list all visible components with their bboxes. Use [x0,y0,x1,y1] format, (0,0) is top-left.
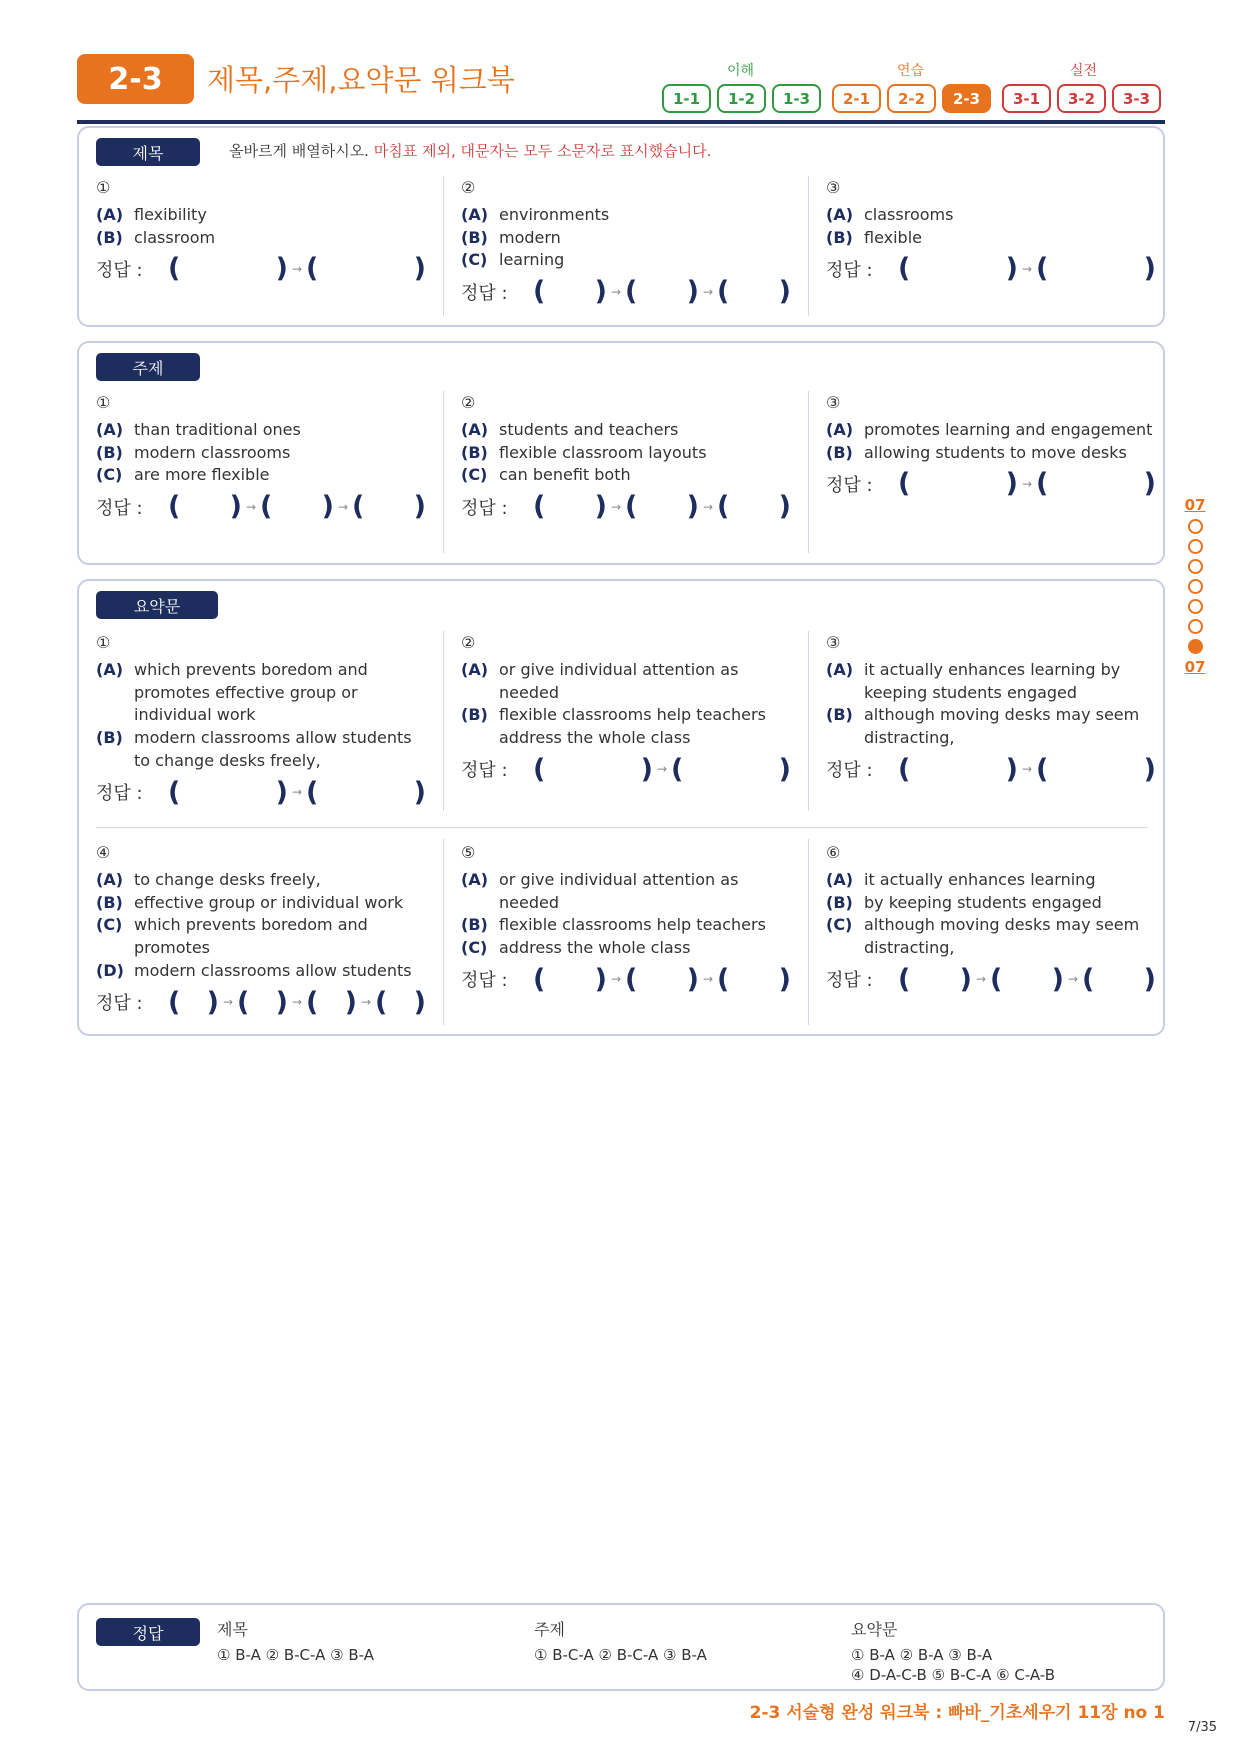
answer-key [77,1603,1165,1691]
answer-label: 정답 : [96,497,143,519]
progress-dot-icon[interactable] [1188,619,1203,634]
list-item: (A) to change desks freely, [96,870,321,889]
list-item: (B) flexible [826,227,922,247]
list-item: (C) which prevents boredom and promotes [96,915,368,958]
answer-line [96,253,426,285]
question-number: ① [96,393,111,412]
list-item: (B) flexible classrooms help teachers address the whole class [461,705,766,748]
answer-blanks[interactable]: ( ) → ( ) → ( ) [533,491,791,523]
list-item: (A) than traditional ones [96,420,301,439]
title-section-badge: 제목 [96,138,200,166]
progress-sidebar [1181,496,1209,676]
answer-label: 정답 : [96,259,143,281]
list-item: (A) or give individual attention as needed [461,870,739,912]
answer-blanks[interactable]: ( ) → ( ) [168,776,426,808]
answer-key-topic: 주제 ① B-C-A ② B-C-A ③ B-A [534,1620,707,1664]
list-item: (A) promotes learning and engagement [826,420,1153,439]
answer-label: 정답 : [461,970,508,992]
instruction [229,140,711,161]
column-divider [808,391,809,553]
answer-label: 정답 : [96,993,143,1015]
answer-label: 정답 : [826,760,873,782]
list-item: (B) flexible classroom layouts [461,442,707,462]
answer-blanks[interactable]: ( ) → ( ) [898,753,1156,785]
list-item: (B) classroom [96,227,216,247]
stage-button-2-1[interactable]: 2-1 [832,84,881,113]
page-title: 제목,주제,요약문 워크북 [207,63,515,97]
topic-section-badge: 주제 [96,353,200,381]
summary-question-2 [461,633,791,783]
question-number: ② [461,633,476,652]
answer-key-summary: 요약문 ① B-A ② B-A ③ B-A ④ D-A-C-B ⑤ B-C-A ⑥ C-A-B [851,1620,1055,1684]
progress-dot-icon[interactable] [1188,599,1203,614]
question-number: ① [96,633,111,652]
answer-line [461,753,791,785]
answer-blanks[interactable]: ( ) → ( ) [533,753,791,785]
page-number: 7/35 [1187,1720,1217,1735]
answer-label: 정답 : [96,783,143,805]
stage-button-2-3[interactable]: 2-3 [942,84,991,113]
list-item: (C) learning [461,250,565,270]
answer-line [461,963,791,995]
stage-button-3-3[interactable]: 3-3 [1112,84,1161,113]
list-item: (A) classrooms [826,205,954,224]
answer-line [826,963,1156,995]
list-item: (D) modern classrooms allow students [96,960,412,980]
progress-dot-icon[interactable] [1188,519,1203,534]
stage-button-2-2[interactable]: 2-2 [887,84,936,113]
question-number: ② [461,393,476,412]
answer-line [826,468,1156,500]
answer-label: 정답 : [826,474,873,496]
topic-question-3 [826,393,1156,500]
summary-question-6 [826,843,1156,993]
progress-dot-icon[interactable] [1188,539,1203,554]
topic-question-2 [461,393,791,523]
title-question-3 [826,178,1156,285]
list-item: (B) by keeping students engaged [826,892,1102,912]
progress-dot-icon[interactable] [1188,579,1203,594]
summary-question-1 [96,633,426,806]
question-number: ② [461,178,476,197]
list-item: (B) effective group or individual work [96,892,404,912]
topic-question-1 [96,393,426,523]
list-item: (A) it actually enhances learning by keeping students engaged [826,660,1121,702]
column-divider [808,176,809,316]
stage-label-practice: 연습 [897,63,925,79]
stage-button-3-2[interactable]: 3-2 [1057,84,1106,113]
answer-line [96,986,426,1018]
answer-key-badge: 정답 [96,1618,200,1646]
progress-page-top: 07 [1184,496,1206,514]
stage-button-3-1[interactable]: 3-1 [1002,84,1051,113]
header-divider [77,120,1165,124]
list-item: (A) it actually enhances learning [826,870,1096,889]
page-header [77,54,1165,126]
answer-blanks[interactable]: ( ) → ( ) [898,253,1156,285]
list-item: (A) environments [461,205,610,224]
question-number: ③ [826,178,841,197]
title-question-1 [96,178,426,285]
summary-question-5 [461,843,791,993]
column-divider [443,631,444,811]
topic-section [77,341,1165,565]
summary-section [77,579,1165,1036]
stage-button-1-3[interactable]: 1-3 [772,84,821,113]
title-section [77,126,1165,327]
answer-label: 정답 : [461,760,508,782]
answer-key-title: 제목 ① B-A ② B-C-A ③ B-A [217,1620,374,1664]
list-item: (A) or give individual attention as needed [461,660,739,702]
footer-title: 2-3 서술형 완성 워크북 : 빠바_기초세우기 11장 no 1 [749,1703,1165,1723]
list-item: (B) allowing students to move desks [826,442,1127,462]
question-number: ⑥ [826,843,841,862]
question-number: ① [96,178,111,197]
list-item: (B) modern classrooms allow students to change desks freely, [96,728,412,770]
answer-blanks[interactable]: ( ) → ( ) → ( ) [898,963,1156,995]
stage-button-1-1[interactable]: 1-1 [662,84,711,113]
answer-line [461,491,791,523]
column-divider [808,631,809,811]
list-item: (A) which prevents boredom and promotes effective group or individual work [96,660,368,725]
answer-line [461,276,791,308]
answer-line [826,753,1156,785]
column-divider [443,176,444,316]
answer-line [826,253,1156,285]
answer-line [96,776,426,808]
answer-line [96,491,426,523]
progress-dot-icon[interactable] [1188,559,1203,574]
summary-question-4 [96,843,426,1016]
answer-label: 정답 : [826,970,873,992]
list-item: (C) can benefit both [461,465,631,485]
row-divider [96,827,1148,828]
unit-badge: 2-3 [77,54,194,104]
column-divider [808,839,809,1025]
column-divider [443,839,444,1025]
answer-label: 정답 : [826,259,873,281]
stage-button-1-2[interactable]: 1-2 [717,84,766,113]
answer-blanks[interactable]: ( ) → ( ) → ( ) [168,491,426,523]
summary-section-badge: 요약문 [96,591,218,619]
answer-label: 정답 : [461,497,508,519]
title-question-2 [461,178,791,308]
question-number: ③ [826,633,841,652]
list-item: (B) modern classrooms [96,442,291,462]
list-item: (B) flexible classrooms help teachers [461,915,766,935]
question-number: ⑤ [461,843,476,862]
answer-blanks[interactable]: ( ) → ( ) [168,253,426,285]
list-item: (C) address the whole class [461,938,691,958]
column-divider [443,391,444,553]
answer-blanks[interactable]: ( ) → ( ) → ( ) [533,276,791,308]
answer-label: 정답 : [461,282,508,304]
question-number: ③ [826,393,841,412]
list-item: (A) students and teachers [461,420,679,439]
summary-question-3 [826,633,1156,783]
list-item: (A) flexibility [96,205,207,224]
list-item: (C) although moving desks may seem distracting, [826,915,1140,958]
list-item: (B) although moving desks may seem distracting, [826,705,1140,748]
answer-blanks[interactable]: ( ) → ( ) [898,468,1156,500]
progress-dot-current-icon[interactable] [1188,639,1203,654]
question-number: ④ [96,843,111,862]
instruction-note: 마침표 제외, 대문자는 모두 소문자로 표시했습니다. [373,142,712,160]
list-item: (B) modern [461,227,561,247]
progress-page-bottom: 07 [1184,658,1206,676]
stage-label-real: 실전 [1070,63,1098,79]
stage-label-understand: 이해 [727,63,755,79]
answer-blanks[interactable]: ( ) → ( ) → ( ) [533,963,791,995]
answer-blanks[interactable]: ( ) → ( ) → ( ) → ( ) [168,986,426,1018]
list-item: (C) are more flexible [96,465,270,485]
instruction-text: 올바르게 배열하시오. [229,142,369,160]
